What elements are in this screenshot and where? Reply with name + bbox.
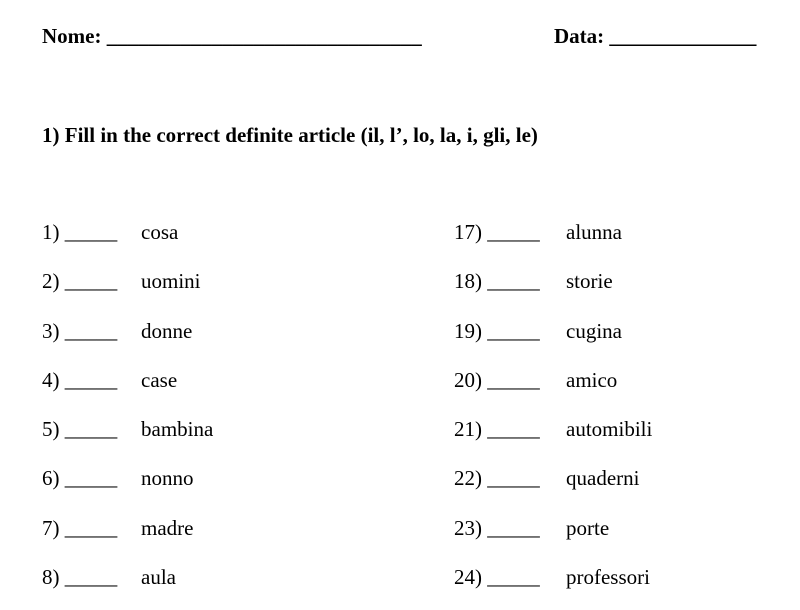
- item-number-blank[interactable]: 19) _____: [454, 318, 540, 343]
- item-word: alunna: [566, 220, 622, 244]
- item-word: quaderni: [566, 466, 640, 491]
- item-number-blank[interactable]: 22) _____: [454, 466, 540, 491]
- item-word: case: [141, 367, 178, 392]
- item-word: amico: [566, 367, 618, 392]
- item-word: aula: [141, 565, 176, 590]
- item-number-blank[interactable]: 3) _____: [42, 318, 118, 343]
- item-number-blank[interactable]: 17) _____: [454, 220, 540, 244]
- exercise-column-right: [454, 216, 653, 610]
- item-word: cugina: [566, 318, 622, 343]
- exercise-item[interactable]: [42, 413, 214, 462]
- exercise-item[interactable]: [454, 216, 622, 265]
- exercise-item[interactable]: [42, 364, 178, 413]
- exercise-item[interactable]: [454, 561, 650, 610]
- date-field-label[interactable]: Data: ______________: [554, 24, 757, 48]
- exercise-item[interactable]: [42, 216, 179, 265]
- exercise-item[interactable]: [42, 462, 194, 511]
- exercise-item[interactable]: [42, 512, 194, 561]
- item-number-blank[interactable]: 6) _____: [42, 466, 118, 491]
- exercise-item[interactable]: [454, 413, 653, 462]
- item-number-blank[interactable]: 4) _____: [42, 367, 118, 392]
- exercise-item[interactable]: [454, 315, 622, 364]
- exercise-instruction: 1) Fill in the correct definite article (il, l’, lo, la, i, gli, le): [42, 123, 538, 147]
- item-word: nonno: [141, 466, 194, 491]
- item-number-blank[interactable]: 20) _____: [454, 367, 540, 392]
- item-word: bambina: [141, 417, 214, 442]
- item-number-blank[interactable]: 7) _____: [42, 515, 118, 540]
- item-word: professori: [566, 565, 650, 590]
- item-word: cosa: [141, 220, 179, 244]
- item-word: storie: [566, 269, 613, 294]
- exercise-item[interactable]: [42, 561, 176, 610]
- item-word: uomini: [141, 269, 201, 294]
- item-number-blank[interactable]: 24) _____: [454, 565, 540, 590]
- item-number-blank[interactable]: 21) _____: [454, 417, 540, 442]
- item-number-blank[interactable]: 5) _____: [42, 417, 118, 442]
- exercise-item[interactable]: [42, 315, 193, 364]
- item-word: donne: [141, 318, 193, 343]
- item-word: madre: [141, 515, 194, 540]
- item-number-blank[interactable]: 8) _____: [42, 565, 118, 590]
- exercise-item[interactable]: [454, 265, 613, 314]
- item-number-blank[interactable]: 23) _____: [454, 515, 540, 540]
- name-field-label[interactable]: Nome: ______________________________: [42, 24, 422, 48]
- exercise-item[interactable]: [454, 364, 618, 413]
- exercise-item[interactable]: [454, 512, 610, 561]
- item-number-blank[interactable]: 1) _____: [42, 220, 118, 244]
- item-word: automibili: [566, 417, 653, 442]
- exercise-item[interactable]: [454, 462, 640, 511]
- item-word: porte: [566, 515, 610, 540]
- item-number-blank[interactable]: 2) _____: [42, 269, 118, 294]
- exercise-column-left: [42, 216, 214, 610]
- exercise-item[interactable]: [42, 265, 201, 314]
- item-number-blank[interactable]: 18) _____: [454, 269, 540, 294]
